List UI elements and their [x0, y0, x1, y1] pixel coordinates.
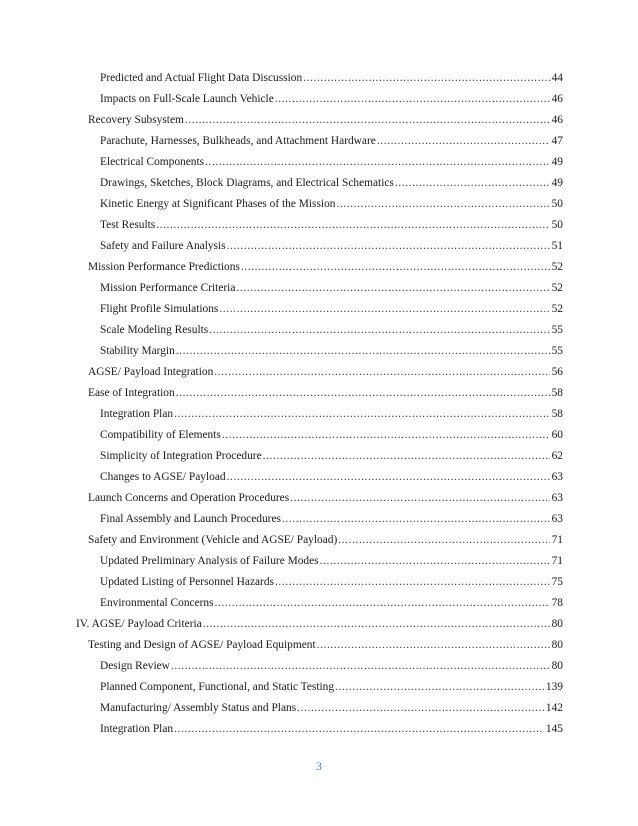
- toc-entry[interactable]: [88, 385, 563, 401]
- toc-entry[interactable]: [100, 322, 563, 338]
- toc-entry[interactable]: [100, 280, 563, 296]
- toc-dot-leader: [241, 259, 550, 275]
- toc-entry-page: 50: [551, 219, 563, 231]
- toc-dot-leader: [336, 196, 549, 212]
- toc-entry[interactable]: [100, 700, 563, 716]
- toc-dot-leader: [214, 364, 549, 380]
- toc-entry-page: 60: [551, 429, 563, 441]
- toc-entry[interactable]: [100, 427, 563, 443]
- toc-entry[interactable]: [100, 658, 563, 674]
- toc-entry-title: Launch Concerns and Operation Procedures: [88, 492, 290, 504]
- toc-entry-page: 55: [551, 345, 563, 357]
- toc-entry-title: Impacts on Full-Scale Launch Vehicle: [100, 93, 274, 105]
- toc-entry[interactable]: [100, 595, 563, 611]
- toc-entry-page: 142: [545, 702, 563, 714]
- toc-entry-title: Updated Preliminary Analysis of Failure Modes: [100, 555, 319, 567]
- toc-entry-title: Parachute, Harnesses, Bulkheads, and Attachment Hardware: [100, 135, 376, 147]
- toc-dot-leader: [176, 343, 550, 359]
- toc-entry[interactable]: [100, 154, 563, 170]
- toc-dot-leader: [317, 637, 550, 653]
- toc-entry-title: Test Results: [100, 219, 156, 231]
- toc-entry[interactable]: [88, 490, 563, 506]
- toc-entry-title: Kinetic Energy at Significant Phases of the Mission: [100, 198, 336, 210]
- toc-entry-page: 71: [551, 555, 563, 567]
- toc-entry[interactable]: [100, 469, 563, 485]
- toc-dot-leader: [236, 280, 549, 296]
- toc-entry-title: Drawings, Sketches, Block Diagrams, and Electrical Schematics: [100, 177, 394, 189]
- toc-entry-title: Recovery Subsystem: [88, 114, 184, 126]
- toc-entry-page: 47: [551, 135, 563, 147]
- toc-dot-leader: [205, 154, 550, 170]
- toc-entry-page: 52: [551, 282, 563, 294]
- toc-entry-page: 50: [551, 198, 563, 210]
- toc-entry-page: 46: [551, 93, 563, 105]
- toc-dot-leader: [227, 469, 550, 485]
- toc-entry[interactable]: [100, 301, 563, 317]
- toc-entry[interactable]: [100, 721, 563, 737]
- toc-dot-leader: [174, 406, 550, 422]
- toc-dot-leader: [275, 574, 550, 590]
- toc-entry-page: 71: [551, 534, 563, 546]
- toc-entry-page: 46: [551, 114, 563, 126]
- toc-entry-title: AGSE/ Payload Integration: [88, 366, 214, 378]
- toc-entry-page: 56: [551, 366, 563, 378]
- toc-entry-title: Electrical Components: [100, 156, 205, 168]
- toc-entry[interactable]: [100, 196, 563, 212]
- toc-entry-title: Updated Listing of Personnel Hazards: [100, 576, 274, 588]
- toc-entry-title: Predicted and Actual Flight Data Discussion: [100, 72, 303, 84]
- toc-entry-page: 58: [551, 408, 563, 420]
- toc-dot-leader: [185, 112, 550, 128]
- toc-entry-page: 52: [551, 261, 563, 273]
- toc-entry-page: 145: [545, 723, 563, 735]
- toc-entry[interactable]: [100, 448, 563, 464]
- toc-entry-title: Final Assembly and Launch Procedures: [100, 513, 281, 525]
- toc-entry-title: Planned Component, Functional, and Static Testing: [100, 681, 335, 693]
- toc-dot-leader: [297, 700, 544, 716]
- toc-entry-title: Environmental Concerns: [100, 597, 214, 609]
- toc-entry-page: 44: [551, 72, 563, 84]
- toc-entry-title: Design Review: [100, 660, 170, 672]
- toc-entry-page: 49: [551, 177, 563, 189]
- toc-entry-title: Testing and Design of AGSE/ Payload Equipment: [88, 639, 316, 651]
- toc-dot-leader: [335, 679, 544, 695]
- toc-entry-page: 80: [551, 660, 563, 672]
- toc-entry-page: 55: [551, 324, 563, 336]
- toc-entry-page: 63: [551, 471, 563, 483]
- toc-entry[interactable]: [100, 511, 563, 527]
- toc-entry[interactable]: [88, 637, 563, 653]
- toc-dot-leader: [176, 385, 550, 401]
- toc-entry[interactable]: [100, 343, 563, 359]
- toc-dot-leader: [395, 175, 550, 191]
- toc-entry-title: Changes to AGSE/ Payload: [100, 471, 226, 483]
- toc-dot-leader: [219, 301, 549, 317]
- toc-entry-title: Manufacturing/ Assembly Status and Plans: [100, 702, 297, 714]
- toc-entry-page: 49: [551, 156, 563, 168]
- toc-entry[interactable]: [88, 112, 563, 128]
- toc-dot-leader: [263, 448, 550, 464]
- toc-entry-title: Integration Plan: [100, 408, 174, 420]
- toc-entry[interactable]: [100, 91, 563, 107]
- toc-entry-page: 52: [551, 303, 563, 315]
- toc-entry[interactable]: [76, 616, 563, 632]
- toc-dot-leader: [338, 532, 549, 548]
- toc-dot-leader: [303, 70, 549, 86]
- toc-entry[interactable]: [100, 175, 563, 191]
- toc-entry-title: Safety and Failure Analysis: [100, 240, 226, 252]
- toc-dot-leader: [174, 721, 544, 737]
- toc-entry[interactable]: [100, 133, 563, 149]
- toc-entry-page: 51: [551, 240, 563, 252]
- toc-entry-page: 78: [551, 597, 563, 609]
- toc-dot-leader: [282, 511, 550, 527]
- page-number: 3: [316, 759, 322, 773]
- toc-entry-title: Simplicity of Integration Procedure: [100, 450, 262, 462]
- toc-dot-leader: [156, 217, 549, 233]
- toc-entry-title: Safety and Environment (Vehicle and AGSE/ Payload): [88, 534, 338, 546]
- toc-entry-title: Mission Performance Criteria: [100, 282, 236, 294]
- toc-entry[interactable]: [88, 259, 563, 275]
- toc-entry[interactable]: [100, 406, 563, 422]
- toc-dot-leader: [215, 595, 550, 611]
- toc-entry-title: IV. AGSE/ Payload Criteria: [76, 618, 202, 630]
- toc-dot-leader: [171, 658, 550, 674]
- toc-dot-leader: [290, 490, 549, 506]
- toc-entry-title: Mission Performance Predictions: [88, 261, 240, 273]
- toc-dot-leader: [275, 91, 550, 107]
- toc-entry-title: Integration Plan: [100, 723, 174, 735]
- toc-entry-title: Flight Profile Simulations: [100, 303, 219, 315]
- toc-dot-leader: [209, 322, 549, 338]
- toc-entry[interactable]: [100, 70, 563, 86]
- toc-entry[interactable]: [100, 574, 563, 590]
- toc-entry-page: 63: [551, 492, 563, 504]
- toc-dot-leader: [320, 553, 550, 569]
- toc-entry-page: 75: [551, 576, 563, 588]
- toc-entry[interactable]: [100, 238, 563, 254]
- toc-entry[interactable]: [88, 532, 563, 548]
- toc-entry-page: 80: [551, 618, 563, 630]
- toc-dot-leader: [227, 238, 550, 254]
- toc-entry-title: Ease of Integration: [88, 387, 175, 399]
- toc-entry-title: Compatibility of Elements: [100, 429, 221, 441]
- toc-entry-page: 58: [551, 387, 563, 399]
- toc-dot-leader: [222, 427, 550, 443]
- toc-dot-leader: [377, 133, 550, 149]
- toc-entry[interactable]: [100, 679, 563, 695]
- toc-dot-leader: [203, 616, 550, 632]
- toc-entry[interactable]: [100, 553, 563, 569]
- toc-entry-page: 62: [551, 450, 563, 462]
- toc-entry[interactable]: [88, 364, 563, 380]
- toc-entry[interactable]: [100, 217, 563, 233]
- toc-entry-title: Stability Margin: [100, 345, 175, 357]
- toc-entry-title: Scale Modeling Results: [100, 324, 209, 336]
- toc-entry-page: 80: [551, 639, 563, 651]
- toc-entry-page: 63: [551, 513, 563, 525]
- toc-entry-page: 139: [545, 681, 563, 693]
